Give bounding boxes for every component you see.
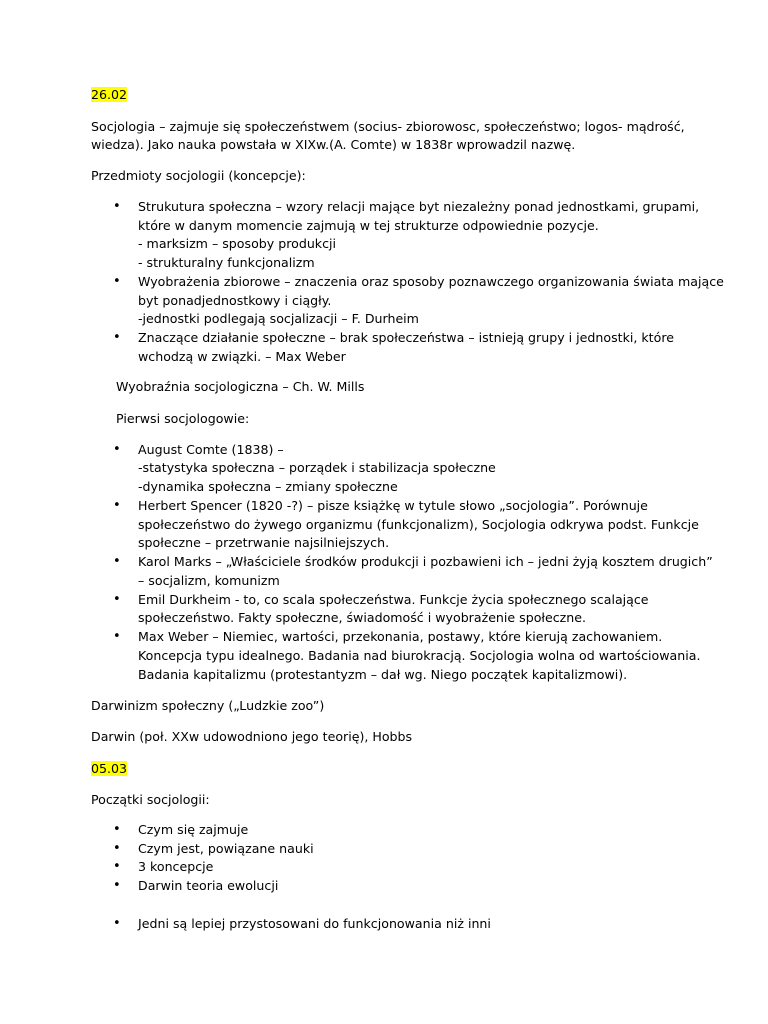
list-item: Karol Marks – „Właściciele środków produkcji i pozbawieni ich – jedni żyją kosztem drugich” <box>138 554 713 569</box>
list-item: Czym jest, powiązane nauki <box>138 841 314 856</box>
intro-line-1: Socjologia – zajmuje się społeczeństwem (socius- zbiorowosc, społeczeństwo; logos- mądrość, <box>91 119 685 134</box>
first-sociologists-heading: Pierwsi socjologowie: <box>116 411 250 426</box>
list-item: Znaczące działanie społeczne – brak społeczeństwa – istnieją grupy i jednostki, które <box>138 330 674 345</box>
list-item-cont: byt ponadjednostkowy i ciągły. <box>138 293 332 308</box>
list-item-cont: -dynamika społeczna – zmiany społeczne <box>138 479 398 494</box>
list-item-cont: wchodzą w związki. – Max Weber <box>138 349 346 364</box>
beginnings-heading: Początki socjologii: <box>91 792 210 807</box>
list-item-cont: społeczeństwo. Fakty społeczne, świadomość i wyobrażenie społeczne. <box>138 610 587 625</box>
list-item: Emil Durkheim - to, co scala społeczeństwa. Funkcje życia społecznego scalające <box>138 592 649 607</box>
list-item-cont: Badania kapitalizmu (protestantyzm – dał wg. Niego początek kapitalizmowi). <box>138 667 628 682</box>
date-heading-1: 26.02 <box>91 87 128 102</box>
list-item-cont: które w danym momencie zajmują w tej strukturze odpowiednie pozycje. <box>138 218 599 233</box>
bullet: • <box>113 498 121 513</box>
list-item: Max Weber – Niemiec, wartości, przekonania, postawy, które kierują zachowaniem. <box>138 629 663 644</box>
darwin-line: Darwin (poł. XXw udowodniono jego teorię), Hobbs <box>91 729 413 744</box>
bullet: • <box>113 916 121 931</box>
list-item: Czym się zajmuje <box>138 822 249 837</box>
bullet: • <box>113 878 121 893</box>
date-heading-2: 05.03 <box>91 761 128 776</box>
list-item: Jedni są lepiej przystosowani do funkcjonowania niż inni <box>138 916 491 931</box>
list-item-cont: -jednostki podlegają socjalizacji – F. Durheim <box>138 311 419 326</box>
list-item-cont: - marksizm – sposoby produkcji <box>138 236 337 251</box>
imagination-line: Wyobraźnia socjologiczna – Ch. W. Mills <box>116 379 365 394</box>
bullet: • <box>113 629 121 644</box>
darwinism-line: Darwinizm społeczny („Ludzkie zoo”) <box>91 698 325 713</box>
bullet: • <box>113 592 121 607</box>
list-item-cont: - strukturalny funkcjonalizm <box>138 255 315 270</box>
list-item-cont: społeczeństwo do żywego organizmu (funkcjonalizm), Socjologia odkrywa podst. Funkcje <box>138 517 699 532</box>
subjects-heading: Przedmioty socjologii (koncepcje): <box>91 168 306 183</box>
bullet: • <box>113 199 121 214</box>
list-item: Wyobrażenia zbiorowe – znaczenia oraz sposoby poznawczego organizowania świata mające <box>138 274 724 289</box>
bullet: • <box>113 274 121 289</box>
list-item: Herbert Spencer (1820 -?) – pisze książkę w tytule słowo „socjologia”. Porównuje <box>138 498 648 513</box>
bullet: • <box>113 822 121 837</box>
bullet: • <box>113 841 121 856</box>
bullet: • <box>113 554 121 569</box>
list-item-cont: – socjalizm, komunizm <box>138 573 280 588</box>
list-item-cont: -statystyka społeczna – porządek i stabilizacja społeczne <box>138 460 496 475</box>
list-item: Darwin teoria ewolucji <box>138 878 279 893</box>
bullet: • <box>113 330 121 345</box>
list-item: 3 koncepcje <box>138 859 214 874</box>
list-item-cont: Koncepcja typu idealnego. Badania nad biurokracją. Socjologia wolna od wartościowania. <box>138 648 701 663</box>
intro-line-2: wiedza). Jako nauka powstała w XIXw.(A. Comte) w 1838r wprowadzil nazwę. <box>91 137 576 152</box>
bullet: • <box>113 859 121 874</box>
list-item: August Comte (1838) – <box>138 442 284 457</box>
list-item: Strukutura społeczna – wzory relacji mające byt niezależny ponad jednostkami, grupami, <box>138 199 700 214</box>
list-item-cont: społeczne – przetrwanie najsilniejszych. <box>138 535 390 550</box>
bullet: • <box>113 442 121 457</box>
